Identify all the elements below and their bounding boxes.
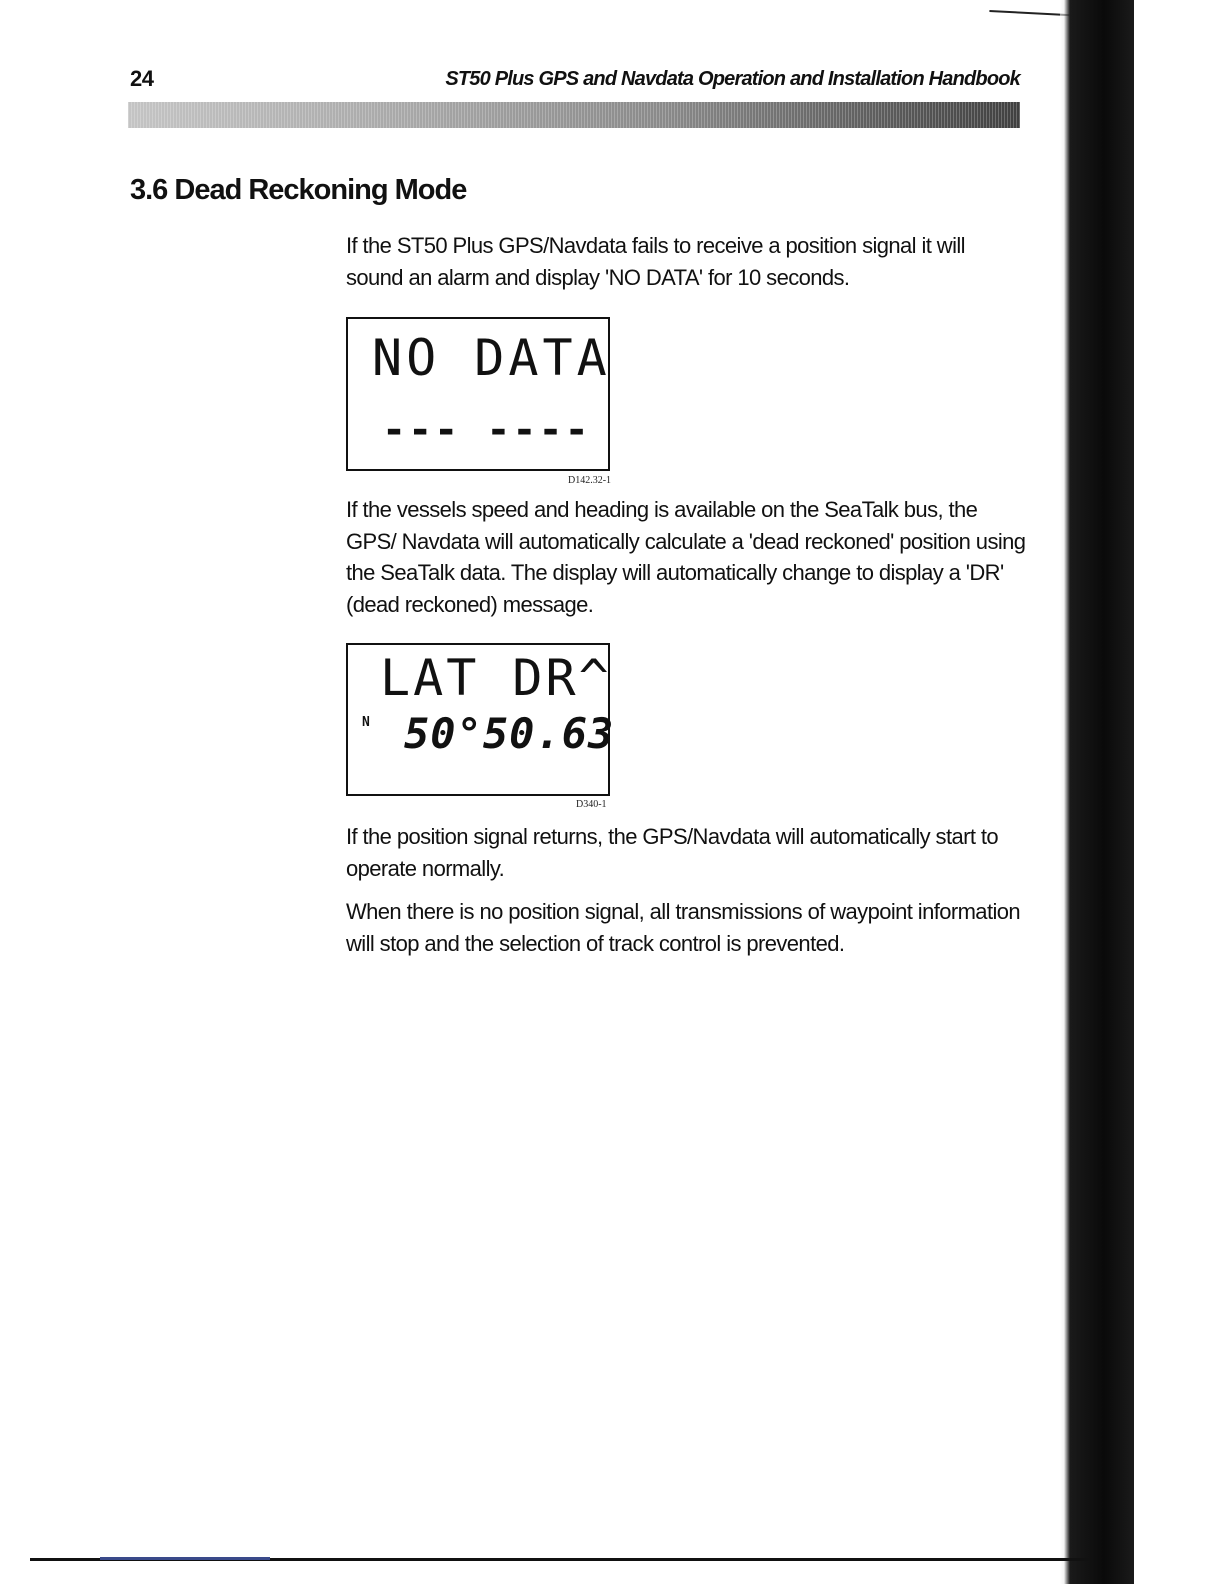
book-spine: [1064, 0, 1224, 1584]
paragraph-dead-reckoned: If the vessels speed and heading is available on the SeaTalk bus, the GPS/ Navdata will automatically calculate a 'dead reckoned' position using the SeaTalk data. The display will automatically change to display a 'DR' (dead reckoned) message.: [346, 497, 1026, 617]
figure-code: D142.32-1: [568, 475, 612, 486]
lcd-display-dead-reckoned: [346, 643, 615, 796]
lcd-line-1: LAT DR^: [380, 649, 612, 707]
paragraph-no-position-signal: When there is no position signal, all transmissions of waypoint information will stop and the selection of track control is prevented.: [346, 899, 1021, 956]
header-band: [128, 102, 1020, 128]
lcd-display-no-data: [346, 317, 610, 471]
lcd-line-2: --- ----: [382, 407, 591, 453]
lcd-line-1: NO DATA: [372, 329, 611, 387]
bottom-edge-accent: [100, 1557, 270, 1560]
paragraph-signal-returns: If the position signal returns, the GPS/Navdata will automatically start to operate normally.: [346, 824, 998, 881]
section-heading: 3.6 Dead Reckoning Mode: [130, 174, 467, 206]
paragraph-no-data-alarm: If the ST50 Plus GPS/Navdata fails to receive a position signal it will sound an alarm and display 'NO DATA' for 10 seconds.: [346, 233, 965, 290]
lcd-hemisphere-indicator: N: [362, 715, 370, 730]
lcd-latitude-value: 50°50.63: [404, 709, 615, 758]
running-title: ST50 Plus GPS and Navdata Operation and Installation Handbook: [445, 68, 1020, 90]
page-number: 24: [130, 66, 154, 91]
page-corner-shadow: [989, 0, 1070, 16]
figure-code: D340-1: [576, 799, 607, 810]
